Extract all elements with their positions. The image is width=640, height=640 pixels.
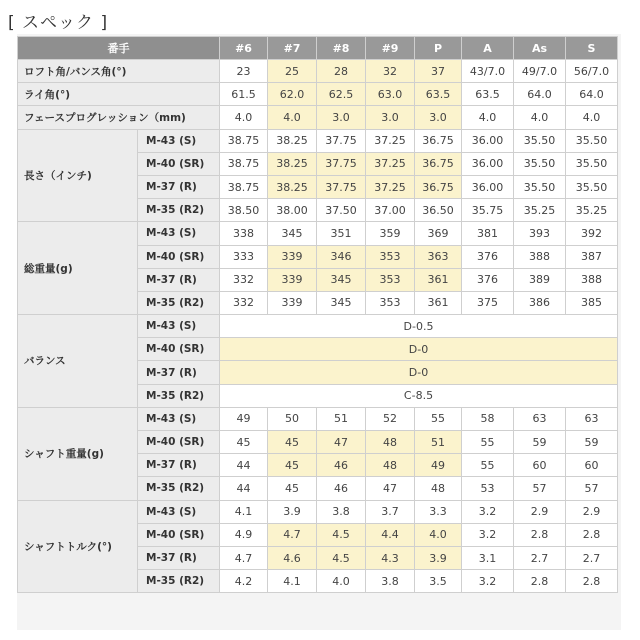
table-cell: 56/7.0 [566, 60, 618, 83]
shaft-label: M-40 (SR) [138, 431, 220, 454]
header-col: #6 [220, 37, 268, 60]
table-cell: 4.0 [415, 523, 462, 546]
shaft-label: M-43 (S) [138, 315, 220, 338]
shaft-label: M-35 (R2) [138, 477, 220, 500]
table-cell: 3.0 [415, 106, 462, 129]
table-cell: 48 [366, 454, 415, 477]
table-row [18, 222, 618, 245]
balance-value: D-0 [220, 338, 618, 361]
table-cell: 4.0 [220, 106, 268, 129]
table-cell: 59 [514, 431, 566, 454]
header-col: S [566, 37, 618, 60]
shaft-label: M-40 (SR) [138, 338, 220, 361]
table-cell: 333 [220, 245, 268, 268]
table-cell: 363 [415, 245, 462, 268]
row-label: ロフト角/バンス角(°) [18, 60, 220, 83]
table-cell: 353 [366, 245, 415, 268]
table-cell: 4.7 [220, 546, 268, 569]
shaft-label: M-40 (SR) [138, 245, 220, 268]
table-cell: 44 [220, 454, 268, 477]
shaft-label: M-35 (R2) [138, 291, 220, 314]
table-cell: 23 [220, 60, 268, 83]
table-cell: 48 [366, 431, 415, 454]
table-cell: 36.00 [462, 152, 514, 175]
table-cell: 51 [317, 407, 366, 430]
table-cell: 45 [268, 431, 317, 454]
table-cell: 49/7.0 [514, 60, 566, 83]
header-club-number: 番手 [18, 37, 220, 60]
table-cell: 36.75 [415, 175, 462, 198]
shaft-label: M-37 (R) [138, 454, 220, 477]
table-cell: 37.25 [366, 175, 415, 198]
shaft-label: M-40 (SR) [138, 152, 220, 175]
table-cell: 45 [220, 431, 268, 454]
table-cell: 4.4 [366, 523, 415, 546]
table-cell: 38.00 [268, 199, 317, 222]
table-cell: 36.75 [415, 152, 462, 175]
table-cell: 345 [317, 268, 366, 291]
table-cell: 2.8 [514, 523, 566, 546]
group-label: シャフト重量(g) [18, 407, 138, 500]
table-cell: 338 [220, 222, 268, 245]
table-cell: 3.0 [366, 106, 415, 129]
table-cell: 43/7.0 [462, 60, 514, 83]
table-row [18, 500, 618, 523]
table-row [18, 60, 618, 83]
table-cell: 4.0 [317, 570, 366, 593]
table-cell: 52 [366, 407, 415, 430]
table-cell: 60 [514, 454, 566, 477]
table-cell: 2.9 [514, 500, 566, 523]
table-cell: 48 [415, 477, 462, 500]
table-cell: 58 [462, 407, 514, 430]
table-cell: 387 [566, 245, 618, 268]
table-cell: 35.50 [514, 129, 566, 152]
shaft-label: M-40 (SR) [138, 523, 220, 546]
spec-table-body [18, 60, 618, 593]
table-row [18, 407, 618, 430]
table-cell: 3.8 [317, 500, 366, 523]
table-cell: 353 [366, 291, 415, 314]
table-cell: 388 [566, 268, 618, 291]
table-cell: 3.3 [415, 500, 462, 523]
shaft-label: M-43 (S) [138, 407, 220, 430]
table-cell: 57 [514, 477, 566, 500]
shaft-label: M-35 (R2) [138, 570, 220, 593]
table-cell: 361 [415, 291, 462, 314]
table-cell: 36.50 [415, 199, 462, 222]
table-cell: 61.5 [220, 83, 268, 106]
table-cell: 4.1 [220, 500, 268, 523]
table-cell: 64.0 [566, 83, 618, 106]
table-cell: 35.50 [566, 129, 618, 152]
balance-value: D-0 [220, 361, 618, 384]
table-cell: 376 [462, 245, 514, 268]
table-row [18, 129, 618, 152]
table-cell: 63 [514, 407, 566, 430]
table-cell: 35.25 [514, 199, 566, 222]
table-cell: 38.75 [220, 152, 268, 175]
table-cell: 38.75 [220, 129, 268, 152]
table-cell: 37.25 [366, 129, 415, 152]
table-cell: 389 [514, 268, 566, 291]
table-row [18, 83, 618, 106]
table-cell: 2.8 [566, 570, 618, 593]
table-cell: 4.9 [220, 523, 268, 546]
table-cell: 35.25 [566, 199, 618, 222]
table-cell: 51 [415, 431, 462, 454]
table-cell: 35.50 [514, 152, 566, 175]
table-cell: 393 [514, 222, 566, 245]
table-cell: 375 [462, 291, 514, 314]
table-cell: 4.5 [317, 546, 366, 569]
table-cell: 49 [415, 454, 462, 477]
table-cell: 2.8 [566, 523, 618, 546]
shaft-label: M-43 (S) [138, 500, 220, 523]
table-cell: 345 [317, 291, 366, 314]
table-cell: 38.75 [220, 175, 268, 198]
table-cell: 37.00 [366, 199, 415, 222]
table-cell: 4.6 [268, 546, 317, 569]
table-cell: 4.5 [317, 523, 366, 546]
table-cell: 38.25 [268, 152, 317, 175]
table-cell: 4.1 [268, 570, 317, 593]
table-cell: 3.9 [268, 500, 317, 523]
table-row [18, 106, 618, 129]
balance-value: C-8.5 [220, 384, 618, 407]
table-cell: 2.9 [566, 500, 618, 523]
header-col: #7 [268, 37, 317, 60]
table-cell: 2.7 [514, 546, 566, 569]
table-cell: 353 [366, 268, 415, 291]
shaft-label: M-43 (S) [138, 222, 220, 245]
table-cell: 55 [415, 407, 462, 430]
table-cell: 28 [317, 60, 366, 83]
header-col: #8 [317, 37, 366, 60]
shaft-label: M-37 (R) [138, 175, 220, 198]
table-cell: 3.7 [366, 500, 415, 523]
header-col: As [514, 37, 566, 60]
balance-value: D-0.5 [220, 315, 618, 338]
table-cell: 369 [415, 222, 462, 245]
table-cell: 3.2 [462, 500, 514, 523]
table-cell: 361 [415, 268, 462, 291]
table-cell: 63.5 [462, 83, 514, 106]
table-cell: 3.1 [462, 546, 514, 569]
table-cell: 381 [462, 222, 514, 245]
table-cell: 3.9 [415, 546, 462, 569]
table-cell: 62.0 [268, 83, 317, 106]
table-cell: 57 [566, 477, 618, 500]
table-cell: 25 [268, 60, 317, 83]
table-cell: 388 [514, 245, 566, 268]
header-row [18, 37, 618, 60]
table-cell: 37.75 [317, 152, 366, 175]
table-cell: 53 [462, 477, 514, 500]
table-cell: 35.50 [566, 175, 618, 198]
table-cell: 3.8 [366, 570, 415, 593]
header-col: A [462, 37, 514, 60]
table-cell: 45 [268, 454, 317, 477]
table-cell: 63.5 [415, 83, 462, 106]
table-cell: 47 [366, 477, 415, 500]
table-cell: 339 [268, 291, 317, 314]
table-cell: 37 [415, 60, 462, 83]
shaft-label: M-35 (R2) [138, 384, 220, 407]
spec-table [17, 36, 618, 593]
table-cell: 47 [317, 431, 366, 454]
row-label: ライ角(°) [18, 83, 220, 106]
table-cell: 37.25 [366, 152, 415, 175]
table-cell: 2.8 [514, 570, 566, 593]
table-cell: 345 [268, 222, 317, 245]
table-cell: 332 [220, 291, 268, 314]
table-cell: 63.0 [366, 83, 415, 106]
table-cell: 38.50 [220, 199, 268, 222]
table-cell: 60 [566, 454, 618, 477]
table-cell: 35.50 [566, 152, 618, 175]
table-cell: 3.5 [415, 570, 462, 593]
table-cell: 332 [220, 268, 268, 291]
group-label: 総重量(g) [18, 222, 138, 315]
table-cell: 4.0 [514, 106, 566, 129]
group-label: シャフトトルク(°) [18, 500, 138, 593]
table-row [18, 315, 618, 338]
table-cell: 37.75 [317, 129, 366, 152]
table-cell: 3.2 [462, 523, 514, 546]
table-cell: 62.5 [317, 83, 366, 106]
shaft-label: M-37 (R) [138, 361, 220, 384]
table-cell: 49 [220, 407, 268, 430]
table-cell: 386 [514, 291, 566, 314]
table-cell: 3.2 [462, 570, 514, 593]
header-col: P [415, 37, 462, 60]
table-cell: 63 [566, 407, 618, 430]
header-col: #9 [366, 37, 415, 60]
table-cell: 37.50 [317, 199, 366, 222]
table-cell: 376 [462, 268, 514, 291]
table-cell: 4.3 [366, 546, 415, 569]
table-cell: 4.2 [220, 570, 268, 593]
table-cell: 44 [220, 477, 268, 500]
group-label: バランス [18, 315, 138, 408]
table-cell: 64.0 [514, 83, 566, 106]
table-cell: 4.0 [462, 106, 514, 129]
shaft-label: M-37 (R) [138, 268, 220, 291]
table-cell: 50 [268, 407, 317, 430]
table-cell: 351 [317, 222, 366, 245]
table-cell: 36.00 [462, 175, 514, 198]
shaft-label: M-35 (R2) [138, 199, 220, 222]
table-cell: 339 [268, 268, 317, 291]
table-cell: 55 [462, 431, 514, 454]
table-cell: 339 [268, 245, 317, 268]
table-cell: 55 [462, 454, 514, 477]
table-cell: 392 [566, 222, 618, 245]
table-cell: 37.75 [317, 175, 366, 198]
table-cell: 38.25 [268, 129, 317, 152]
table-cell: 45 [268, 477, 317, 500]
table-cell: 3.0 [317, 106, 366, 129]
table-cell: 36.00 [462, 129, 514, 152]
table-cell: 4.0 [566, 106, 618, 129]
table-cell: 2.7 [566, 546, 618, 569]
table-cell: 346 [317, 245, 366, 268]
table-cell: 359 [366, 222, 415, 245]
table-cell: 46 [317, 477, 366, 500]
shaft-label: M-37 (R) [138, 546, 220, 569]
table-cell: 35.75 [462, 199, 514, 222]
group-label: 長さ（インチ) [18, 129, 138, 222]
table-cell: 35.50 [514, 175, 566, 198]
table-cell: 59 [566, 431, 618, 454]
table-cell: 32 [366, 60, 415, 83]
table-cell: 38.25 [268, 175, 317, 198]
section-title: [ スペック ] [8, 13, 109, 33]
table-cell: 4.0 [268, 106, 317, 129]
table-cell: 4.7 [268, 523, 317, 546]
row-label: フェースプログレッション（mm) [18, 106, 220, 129]
table-cell: 385 [566, 291, 618, 314]
table-cell: 36.75 [415, 129, 462, 152]
table-cell: 46 [317, 454, 366, 477]
shaft-label: M-43 (S) [138, 129, 220, 152]
